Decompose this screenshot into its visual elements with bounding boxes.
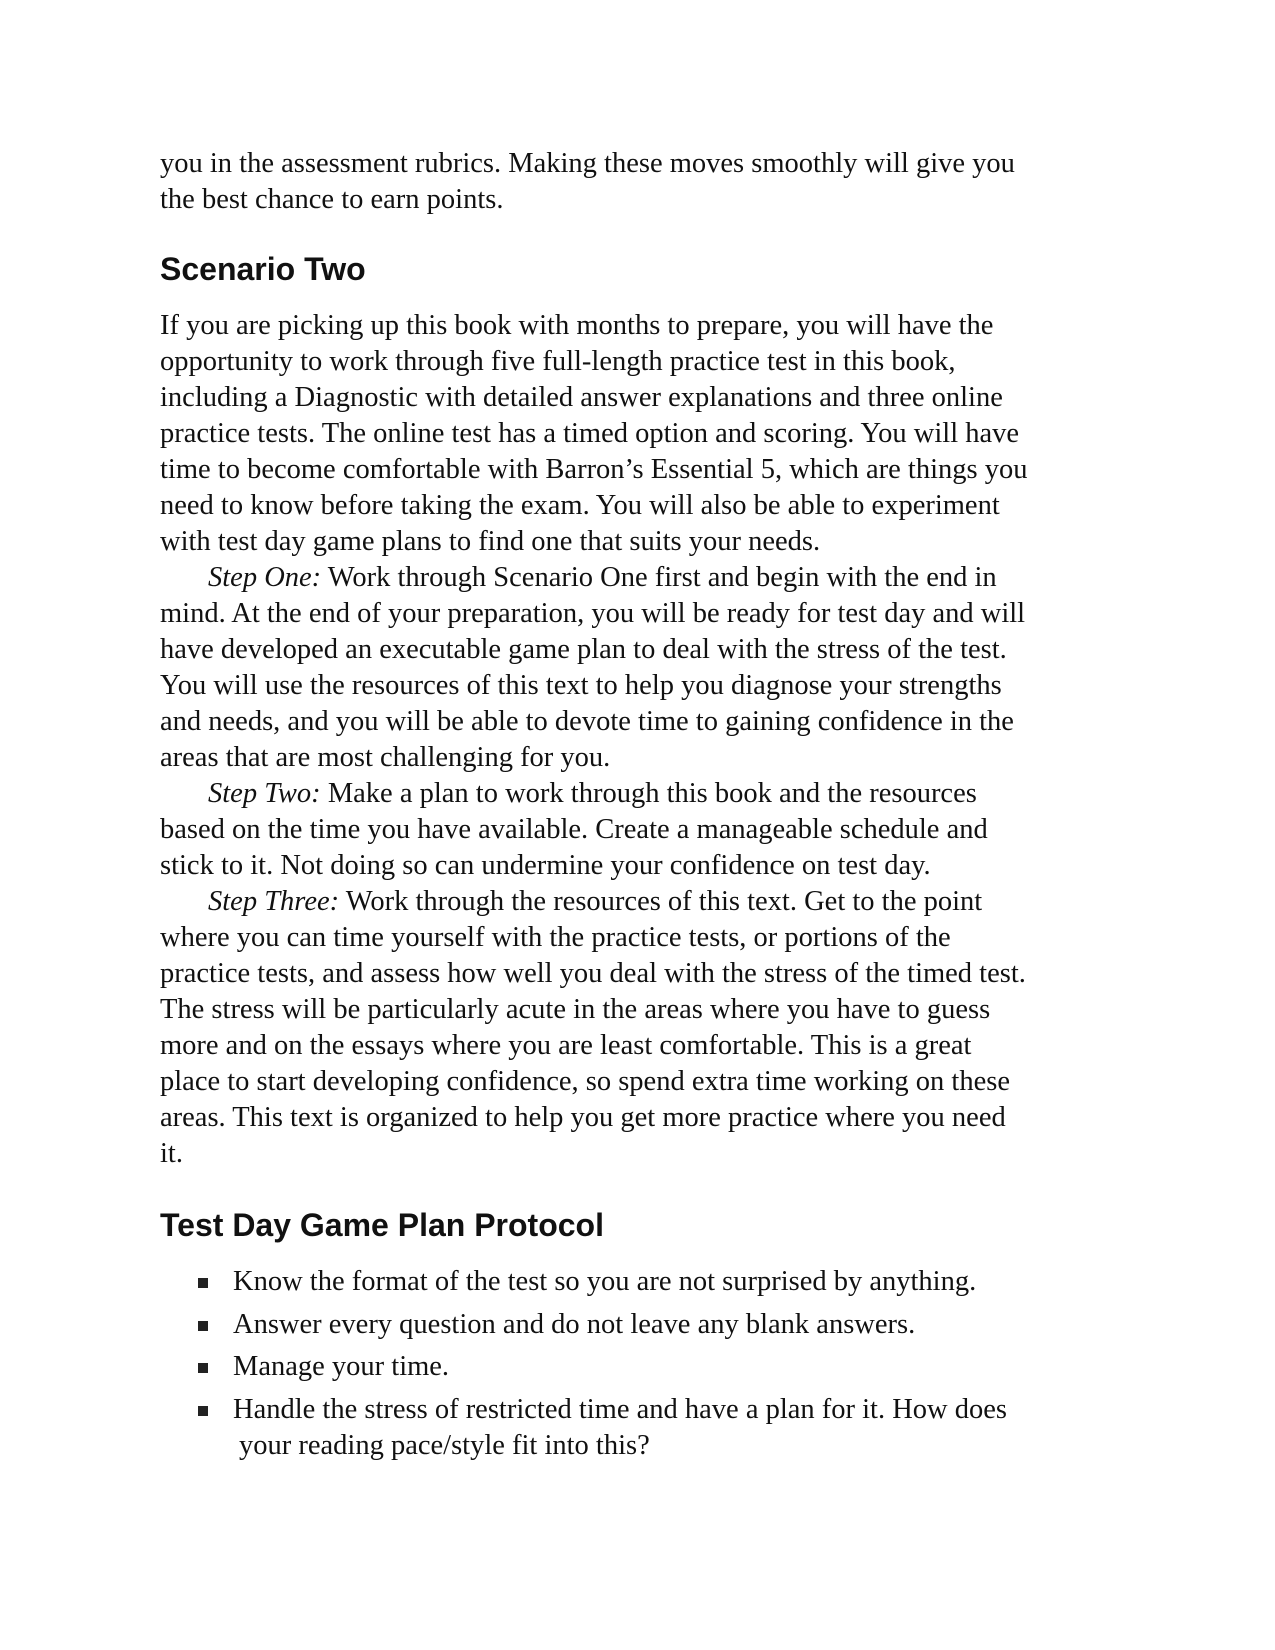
text-line: it. — [160, 1138, 183, 1169]
text-line: need to know before taking the exam. You will also be able to experiment — [160, 490, 1000, 521]
step-three-text: Work through the resources of this text. Get to the point — [339, 886, 983, 917]
section-heading-scenario-two: Scenario Two — [160, 251, 366, 287]
step-three-label: Step Three: — [208, 886, 340, 917]
text-line: place to start developing confidence, so spend extra time working on these — [160, 1066, 1010, 1097]
text-line: and needs, and you will be able to devote time to gaining confidence in the — [160, 706, 1014, 737]
step-two-text: Make a plan to work through this book and the resources — [320, 778, 977, 809]
list-item — [160, 1264, 1120, 1300]
protocol-list — [160, 1264, 1120, 1464]
step-three-first-line — [160, 884, 1120, 920]
text-line: You will use the resources of this text to help you diagnose your strengths — [160, 670, 1002, 701]
text-line: have developed an executable game plan to deal with the stress of the test. — [160, 634, 1007, 665]
step-two-first-line — [160, 776, 1120, 812]
text-line: based on the time you have available. Create a manageable schedule and — [160, 814, 988, 845]
document-page — [160, 146, 1120, 1470]
list-item-text: Know the format of the test so you are not surprised by anything. — [233, 1266, 977, 1297]
text-line: where you can time yourself with the practice tests, or portions of the — [160, 922, 951, 953]
square-bullet-icon — [198, 1278, 208, 1288]
list-item — [160, 1307, 1120, 1343]
intro-paragraph — [160, 146, 1120, 218]
step-one-first-line — [160, 560, 1120, 596]
list-item-text: Handle the stress of restricted time and have a plan for it. How does — [233, 1393, 1008, 1425]
scenario-two-body — [160, 308, 1120, 1172]
text-line: If you are picking up this book with months to prepare, you will have the — [160, 310, 994, 341]
step-one-label: Step One: — [208, 562, 322, 593]
list-item-text: Answer every question and do not leave any blank answers. — [233, 1308, 916, 1340]
text-line: practice tests. The online test has a timed option and scoring. You will have — [160, 418, 1020, 449]
text-line: mind. At the end of your preparation, you will be ready for test day and will — [160, 598, 1026, 629]
text-line: the best chance to earn points. — [160, 184, 504, 215]
text-line: with test day game plans to find one that suits your needs. — [160, 526, 821, 557]
step-one-text: Work through Scenario One first and begin with the end in — [321, 562, 997, 593]
list-item — [160, 1349, 1120, 1385]
list-item-text: Manage your time. — [233, 1351, 450, 1382]
square-bullet-icon — [198, 1363, 208, 1373]
square-bullet-icon — [198, 1406, 208, 1416]
section-heading-protocol: Test Day Game Plan Protocol — [160, 1207, 604, 1243]
text-line: stick to it. Not doing so can undermine your confidence on test day. — [160, 850, 931, 881]
text-line: more and on the essays where you are least comfortable. This is a great — [160, 1030, 972, 1061]
text-line: practice tests, and assess how well you deal with the stress of the timed test. — [160, 958, 1026, 989]
text-line: including a Diagnostic with detailed answer explanations and three online — [160, 382, 1003, 413]
list-item — [160, 1392, 1120, 1464]
list-item-continuation: your reading pace/style fit into this? — [239, 1429, 650, 1461]
text-line: areas. This text is organized to help you get more practice where you need — [160, 1102, 1006, 1133]
text-line: The stress will be particularly acute in the areas where you have to guess — [160, 994, 991, 1025]
text-line: opportunity to work through five full-length practice test in this book, — [160, 346, 956, 377]
square-bullet-icon — [198, 1321, 208, 1331]
text-line: you in the assessment rubrics. Making these moves smoothly will give you — [160, 148, 1015, 179]
text-line: areas that are most challenging for you. — [160, 742, 611, 773]
text-line: time to become comfortable with Barron’s Essential 5, which are things you — [160, 454, 1028, 485]
step-two-label: Step Two: — [208, 778, 321, 809]
